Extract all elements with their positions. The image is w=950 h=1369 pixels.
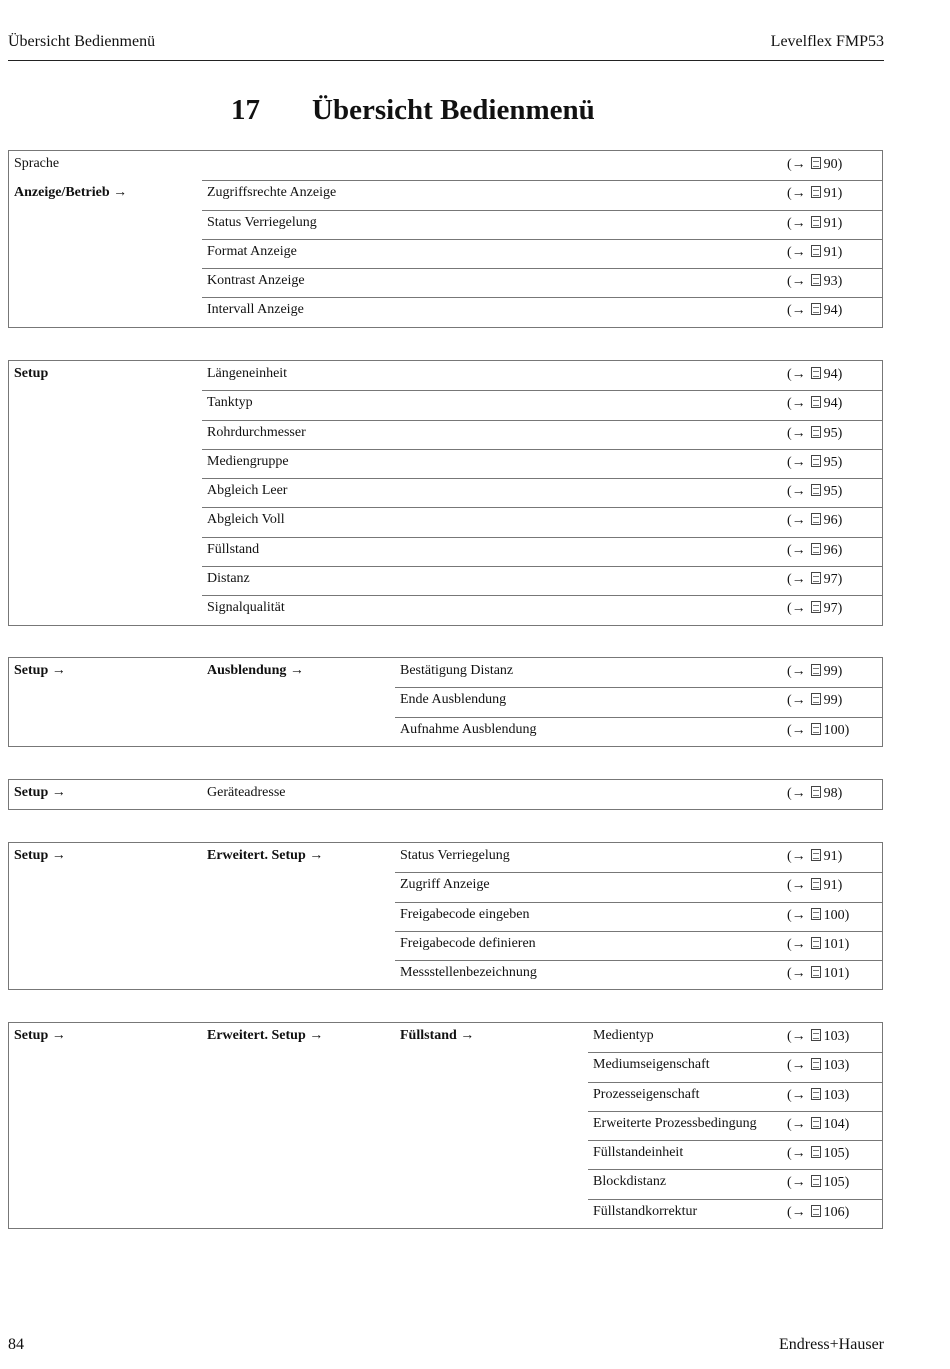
row-divider [395, 717, 882, 718]
page-number-ref: 99 [823, 693, 838, 709]
menu-row [9, 420, 882, 449]
page-reference: (→ 93) [787, 274, 843, 290]
page-reference: (→ 94) [787, 367, 843, 382]
menu-row [9, 1169, 882, 1198]
row-divider [202, 180, 882, 181]
menu-parameter: Füllstandkorrektur [593, 1203, 698, 1219]
page-number-ref: 91 [823, 215, 838, 231]
menu-parameter: Freigabecode eingeben [400, 906, 530, 922]
row-divider [588, 1111, 882, 1112]
menu-row [9, 268, 882, 297]
page-number-ref: 93 [823, 274, 838, 290]
page-number-ref: 96 [823, 513, 838, 529]
menu-row [9, 239, 882, 268]
page-icon [811, 849, 821, 861]
menu-row [9, 390, 882, 419]
arrow-right-icon: → [791, 484, 806, 500]
page-icon [811, 1146, 821, 1158]
menu-parameter: Zugriff Anzeige [400, 877, 490, 893]
menu-path-label: Setup [14, 366, 49, 381]
page-reference: (→ 103) [787, 1087, 850, 1103]
page-reference: (→ 105) [787, 1146, 850, 1162]
page-reference: (→ 100) [787, 722, 850, 738]
menu-row [9, 1111, 882, 1140]
page-reference: (→ 91) [787, 244, 843, 260]
menu-parameter: Medientyp [593, 1028, 654, 1043]
page-reference: (→ 90) [787, 157, 843, 172]
page-icon [811, 937, 821, 949]
page-icon [811, 245, 821, 257]
arrow-right-icon: → [791, 601, 806, 617]
menu-path-label: Setup → [14, 785, 66, 800]
page-icon [811, 601, 821, 613]
menu-parameter: Rohrdurchmesser [207, 424, 306, 440]
page-number-ref: 104 [823, 1116, 845, 1132]
row-divider [395, 960, 882, 961]
menu-parameter: Status Verriegelung [400, 848, 510, 863]
page-icon [811, 1029, 821, 1041]
menu-row [9, 507, 882, 536]
menu-row [9, 1052, 882, 1081]
menu-row [9, 537, 882, 566]
page-icon [811, 1205, 821, 1217]
page-icon [811, 878, 821, 890]
row-divider [588, 1052, 882, 1053]
arrow-right-icon: → [791, 966, 806, 982]
header-section-title: Übersicht Bedienmenü [8, 33, 156, 50]
arrow-right-icon: → [791, 1116, 806, 1132]
row-divider [202, 537, 882, 538]
menu-parameter: Abgleich Leer [207, 483, 288, 499]
page-number-ref: 96 [823, 542, 838, 558]
menu-parameter: Kontrast Anzeige [207, 273, 305, 289]
row-divider [588, 1082, 882, 1083]
page-reference: (→ 91) [787, 849, 843, 864]
menu-table [8, 657, 883, 747]
page-icon [811, 693, 821, 705]
arrow-right-icon: → [791, 215, 806, 231]
page-icon [811, 1088, 821, 1100]
menu-parameter: Blockdistanz [593, 1174, 667, 1190]
page-header [8, 30, 884, 61]
menu-row [9, 687, 882, 716]
arrow-right-icon: → [791, 396, 806, 412]
page-reference: (→ 99) [787, 693, 843, 709]
menu-parameter: Längeneinheit [207, 366, 288, 381]
page-title [0, 94, 950, 134]
menu-row [9, 210, 882, 239]
page-reference: (→ 96) [787, 542, 843, 558]
arrow-right-icon: → [791, 425, 806, 441]
page-number-ref: 97 [823, 572, 838, 588]
page-number-ref: 95 [823, 425, 838, 441]
menu-row [9, 717, 882, 746]
page-icon [811, 484, 821, 496]
row-divider [588, 1199, 882, 1200]
page-icon [811, 216, 821, 228]
menu-row [9, 902, 882, 931]
menu-row [9, 151, 882, 180]
arrow-right-icon: → [791, 664, 806, 679]
page-number-ref: 90 [823, 157, 838, 172]
page-icon [811, 1117, 821, 1129]
menu-parameter: Freigabecode definieren [400, 935, 536, 951]
arrow-right-icon: → [791, 1029, 806, 1044]
chapter-title: Übersicht Bedienmenü [312, 94, 595, 126]
page-number-ref: 95 [823, 454, 838, 470]
page-reference: (→ 91) [787, 186, 843, 202]
row-divider [202, 297, 882, 298]
page-reference: (→ 95) [787, 425, 843, 441]
row-divider [202, 507, 882, 508]
arrow-right-icon: → [791, 1175, 806, 1191]
menu-row [9, 780, 882, 809]
menu-path-label: Erweitert. Setup → [207, 1028, 324, 1043]
menu-parameter: Mediumseigenschaft [593, 1057, 710, 1073]
menu-parameter: Prozesseigenschaft [593, 1086, 700, 1102]
footer-brand: Endress+Hauser [779, 1336, 884, 1353]
page-number-ref: 94 [823, 396, 838, 412]
row-divider [202, 420, 882, 421]
arrow-right-icon: → [791, 572, 806, 588]
menu-path-label: Setup → [14, 1028, 66, 1043]
page-reference: (→ 105) [787, 1175, 850, 1191]
page-number-ref: 103 [823, 1058, 845, 1074]
row-divider [202, 595, 882, 596]
menu-parameter: Tanktyp [207, 395, 253, 411]
arrow-right-icon: → [791, 244, 806, 260]
arrow-right-icon: → [791, 936, 806, 952]
page-icon [811, 157, 821, 169]
arrow-right-icon: → [791, 157, 806, 172]
arrow-right-icon: → [791, 722, 806, 738]
arrow-right-icon: → [791, 274, 806, 290]
menu-path-label: Sprache [14, 156, 60, 171]
page-icon [811, 572, 821, 584]
row-divider [588, 1140, 882, 1141]
menu-row [9, 297, 882, 326]
page-reference: (→ 95) [787, 454, 843, 470]
arrow-right-icon: → [791, 849, 806, 864]
menu-path-label: Setup → [14, 848, 66, 863]
page-number-ref: 105 [823, 1146, 845, 1162]
page-icon [811, 303, 821, 315]
menu-table [8, 360, 883, 626]
arrow-right-icon: → [791, 878, 806, 894]
page-number-ref: 91 [823, 186, 838, 202]
menu-row [9, 1140, 882, 1169]
row-divider [202, 390, 882, 391]
page-reference: (→ 96) [787, 513, 843, 529]
menu-row [9, 595, 882, 624]
page-icon [811, 786, 821, 798]
arrow-right-icon: → [791, 303, 806, 319]
menu-row [9, 180, 882, 209]
page-reference: (→ 97) [787, 572, 843, 588]
page-reference: (→ 94) [787, 396, 843, 412]
row-divider [202, 210, 882, 211]
menu-parameter: Status Verriegelung [207, 214, 317, 230]
arrow-right-icon: → [791, 786, 806, 801]
arrow-right-icon: → [791, 1058, 806, 1074]
page-icon [811, 543, 821, 555]
menu-row [9, 658, 882, 687]
menu-table [8, 842, 883, 990]
page-icon [811, 274, 821, 286]
page-icon [811, 966, 821, 978]
page-icon [811, 426, 821, 438]
page-reference: (→ 100) [787, 907, 850, 923]
page-reference: (→ 94) [787, 303, 843, 319]
menu-parameter: Füllstandeinheit [593, 1145, 684, 1161]
menu-row [9, 478, 882, 507]
page-icon [811, 664, 821, 676]
menu-path-label: Setup → [14, 663, 66, 678]
row-divider [202, 449, 882, 450]
page-number-ref: 105 [823, 1175, 845, 1191]
menu-path-label: Anzeige/Betrieb → [14, 185, 128, 201]
page-number-ref: 103 [823, 1087, 845, 1103]
menu-parameter: Zugriffsrechte Anzeige [207, 185, 337, 201]
arrow-right-icon: → [791, 693, 806, 709]
page-icon [811, 908, 821, 920]
menu-row [9, 1023, 882, 1052]
row-divider [202, 239, 882, 240]
page-number-ref: 97 [823, 601, 838, 617]
row-divider [395, 872, 882, 873]
page-number-ref: 101 [823, 966, 845, 982]
page-number-ref: 101 [823, 936, 845, 952]
menu-parameter: Signalqualität [207, 600, 285, 616]
page-reference: (→ 101) [787, 936, 850, 952]
menu-row [9, 960, 882, 989]
page-number-ref: 91 [823, 244, 838, 260]
page-reference: (→ 104) [787, 1116, 850, 1132]
page-number-ref: 103 [823, 1029, 845, 1044]
page-icon [811, 1175, 821, 1187]
menu-parameter: Mediengruppe [207, 453, 289, 469]
page-reference: (→ 91) [787, 878, 843, 894]
page-reference: (→ 97) [787, 601, 843, 617]
row-divider [202, 478, 882, 479]
page-number: 84 [8, 1336, 24, 1353]
arrow-right-icon: → [791, 1204, 806, 1220]
arrow-right-icon: → [791, 542, 806, 558]
menu-table [8, 150, 883, 328]
menu-row [9, 361, 882, 390]
page-reference: (→ 101) [787, 966, 850, 982]
page-icon [811, 513, 821, 525]
page-number-ref: 95 [823, 484, 838, 500]
row-divider [395, 931, 882, 932]
page-icon [811, 367, 821, 379]
menu-path-label: Erweitert. Setup → [207, 848, 324, 863]
chapter-number: 17 [231, 94, 260, 126]
page-icon [811, 723, 821, 735]
page-number-ref: 91 [823, 849, 838, 864]
menu-row [9, 449, 882, 478]
page-number-ref: 106 [823, 1204, 845, 1220]
menu-row [9, 931, 882, 960]
menu-parameter: Füllstand [207, 541, 260, 557]
menu-row [9, 872, 882, 901]
menu-parameter: Bestätigung Distanz [400, 663, 514, 678]
arrow-right-icon: → [791, 1146, 806, 1162]
row-divider [202, 566, 882, 567]
menu-parameter: Intervall Anzeige [207, 302, 304, 318]
page-number-ref: 100 [823, 907, 845, 923]
page-reference: (→ 98) [787, 786, 843, 801]
menu-table [8, 779, 883, 810]
menu-path-label: Füllstand → [400, 1028, 475, 1043]
page-icon [811, 396, 821, 408]
menu-row [9, 843, 882, 872]
menu-parameter: Messstellenbezeichnung [400, 965, 537, 981]
menu-parameter: Geräteadresse [207, 785, 286, 800]
arrow-right-icon: → [791, 907, 806, 923]
header-product-name: Levelflex FMP53 [770, 33, 884, 50]
menu-parameter: Distanz [207, 571, 250, 587]
row-divider [395, 687, 882, 688]
menu-parameter: Erweiterte Prozessbedingung [593, 1115, 757, 1131]
page-reference: (→ 99) [787, 664, 843, 679]
row-divider [395, 902, 882, 903]
arrow-right-icon: → [791, 454, 806, 470]
page-reference: (→ 103) [787, 1058, 850, 1074]
menu-table [8, 1022, 883, 1229]
row-divider [588, 1169, 882, 1170]
arrow-right-icon: → [791, 1087, 806, 1103]
page-reference: (→ 95) [787, 484, 843, 500]
menu-parameter: Ende Ausblendung [400, 692, 507, 708]
menu-parameter: Format Anzeige [207, 243, 297, 259]
menu-parameter: Abgleich Voll [207, 512, 285, 528]
page-number-ref: 91 [823, 878, 838, 894]
page-icon [811, 186, 821, 198]
menu-path-label: Ausblendung → [207, 663, 304, 678]
page-reference: (→ 106) [787, 1204, 850, 1220]
page-reference: (→ 103) [787, 1029, 850, 1044]
page-reference: (→ 91) [787, 215, 843, 231]
page-number-ref: 100 [823, 722, 845, 738]
page-icon [811, 1058, 821, 1070]
arrow-right-icon: → [791, 186, 806, 202]
menu-row [9, 1082, 882, 1111]
page-icon [811, 455, 821, 467]
row-divider [202, 268, 882, 269]
menu-parameter: Aufnahme Ausblendung [400, 721, 537, 737]
menu-row [9, 1199, 882, 1228]
menu-row [9, 566, 882, 595]
arrow-right-icon: → [791, 513, 806, 529]
page-number-ref: 94 [823, 367, 838, 382]
page-number-ref: 99 [823, 664, 838, 679]
page-number-ref: 98 [823, 786, 838, 801]
arrow-right-icon: → [791, 367, 806, 382]
page-number-ref: 94 [823, 303, 838, 319]
